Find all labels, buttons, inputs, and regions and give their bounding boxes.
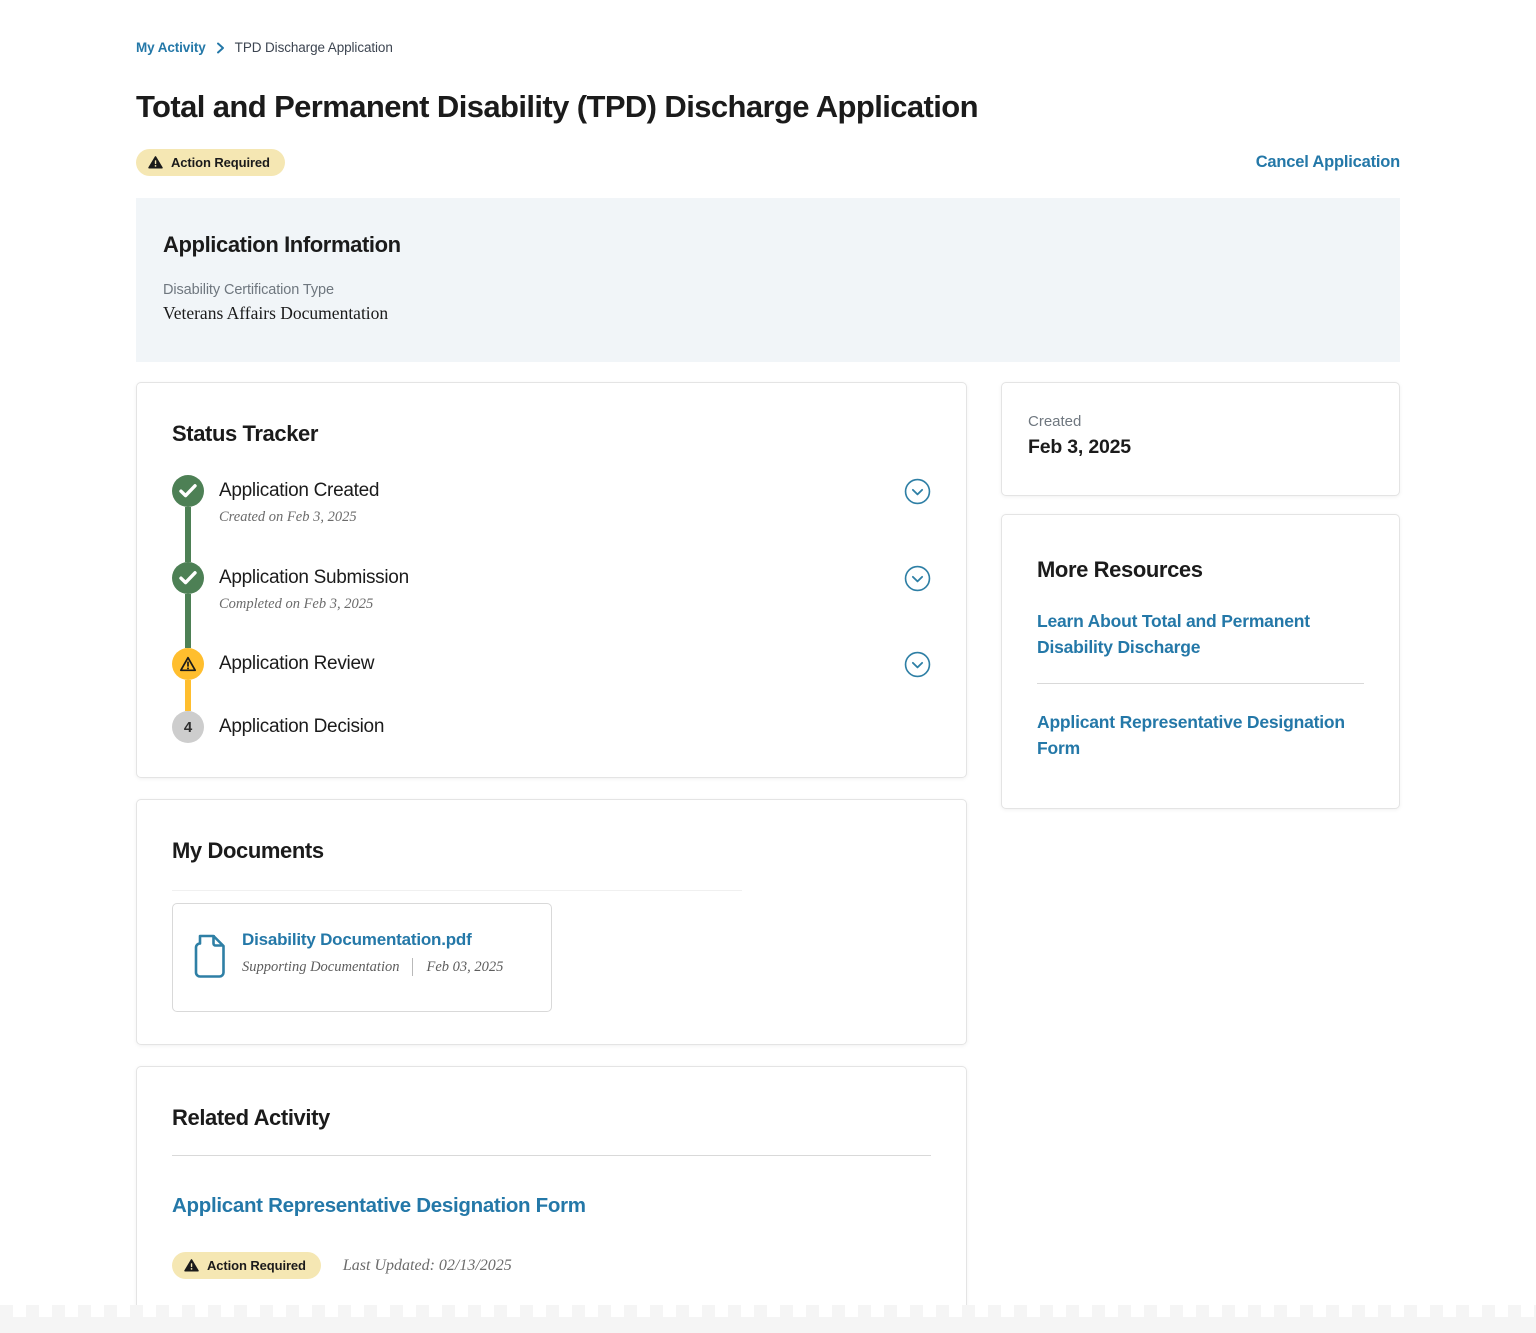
- step-label: Application Review: [219, 653, 375, 674]
- more-resources-card: [1001, 514, 1400, 809]
- check-circle-icon: [172, 475, 204, 507]
- created-value: Feb 3, 2025: [1028, 436, 1131, 458]
- expand-step-button[interactable]: [904, 478, 931, 505]
- chevron-right-icon: [216, 42, 225, 54]
- timeline-connector: [185, 594, 191, 648]
- timeline-step-application-review: [172, 648, 931, 711]
- related-activity-meta: [172, 1252, 931, 1279]
- document-tile[interactable]: [172, 903, 552, 1012]
- step-sublabel: Completed on Feb 3, 2025: [219, 596, 374, 612]
- step-sublabel: Created on Feb 3, 2025: [219, 509, 357, 525]
- step-label: Application Decision: [219, 716, 385, 737]
- footer-teeth-pattern: [0, 1305, 1536, 1317]
- divider: [172, 1155, 931, 1156]
- cancel-application-link[interactable]: Cancel Application: [1255, 153, 1400, 171]
- application-information-heading: Application Information: [163, 232, 401, 257]
- step-label: Application Created: [219, 480, 380, 501]
- created-label: Created: [1028, 413, 1082, 430]
- timeline-connector: [185, 507, 191, 562]
- document-meta: [242, 958, 503, 976]
- last-updated-text: Last Updated: 02/13/2025: [342, 1256, 512, 1274]
- status-tracker-heading: Status Tracker: [172, 421, 319, 446]
- more-resources-heading: More Resources: [1037, 557, 1203, 582]
- action-required-label: Action Required: [207, 1258, 306, 1273]
- status-timeline: [172, 475, 931, 751]
- timeline-step-application-submission: [172, 562, 931, 648]
- warning-triangle-icon: [184, 1259, 199, 1272]
- timeline-step-application-created: [172, 475, 931, 562]
- check-circle-icon: [172, 562, 204, 594]
- resource-link-tpd-discharge[interactable]: Learn About Total and Permanent Disability Discharge: [1037, 611, 1310, 657]
- divider: [1037, 683, 1364, 684]
- related-activity-card: [136, 1066, 967, 1328]
- action-required-badge: [136, 149, 285, 176]
- warning-triangle-icon: [148, 156, 163, 169]
- application-information-panel: [136, 198, 1400, 362]
- page-title: Total and Permanent Disability (TPD) Discharge Application: [136, 89, 978, 124]
- expand-step-button[interactable]: [904, 565, 931, 592]
- certification-type-value: Veterans Affairs Documentation: [163, 303, 389, 323]
- footer-solid-strip: [0, 1317, 1536, 1333]
- related-activity-heading: Related Activity: [172, 1105, 330, 1130]
- status-row: [136, 149, 1400, 176]
- certification-type-label: Disability Certification Type: [163, 282, 334, 298]
- created-date-card: [1001, 382, 1400, 496]
- my-documents-heading: My Documents: [172, 838, 324, 863]
- expand-step-button[interactable]: [904, 651, 931, 678]
- document-type: Supporting Documentation: [242, 958, 400, 975]
- timeline-step-application-decision: [172, 711, 931, 751]
- warning-circle-icon: [172, 648, 204, 680]
- divider: [172, 890, 742, 891]
- step-number-circle: 4: [172, 711, 204, 743]
- document-icon: [193, 932, 227, 983]
- breadcrumb-current: TPD Discharge Application: [234, 40, 393, 55]
- document-date: Feb 03, 2025: [426, 958, 504, 975]
- breadcrumb-link-my-activity[interactable]: My Activity: [136, 40, 206, 55]
- document-link[interactable]: Disability Documentation.pdf: [242, 930, 472, 949]
- divider: [412, 958, 413, 976]
- action-required-label: Action Required: [171, 155, 270, 170]
- action-required-badge: [172, 1252, 321, 1279]
- breadcrumb: [136, 0, 1400, 55]
- status-tracker-card: [136, 382, 967, 778]
- step-label: Application Submission: [219, 567, 409, 588]
- timeline-connector: [185, 680, 191, 711]
- resource-link-representative-form[interactable]: Applicant Representative Designation Form: [1037, 711, 1345, 758]
- related-activity-link[interactable]: Applicant Representative Designation Form: [172, 1194, 586, 1217]
- my-documents-card: [136, 799, 967, 1045]
- footer-crenellation-pattern: [0, 1305, 1536, 1333]
